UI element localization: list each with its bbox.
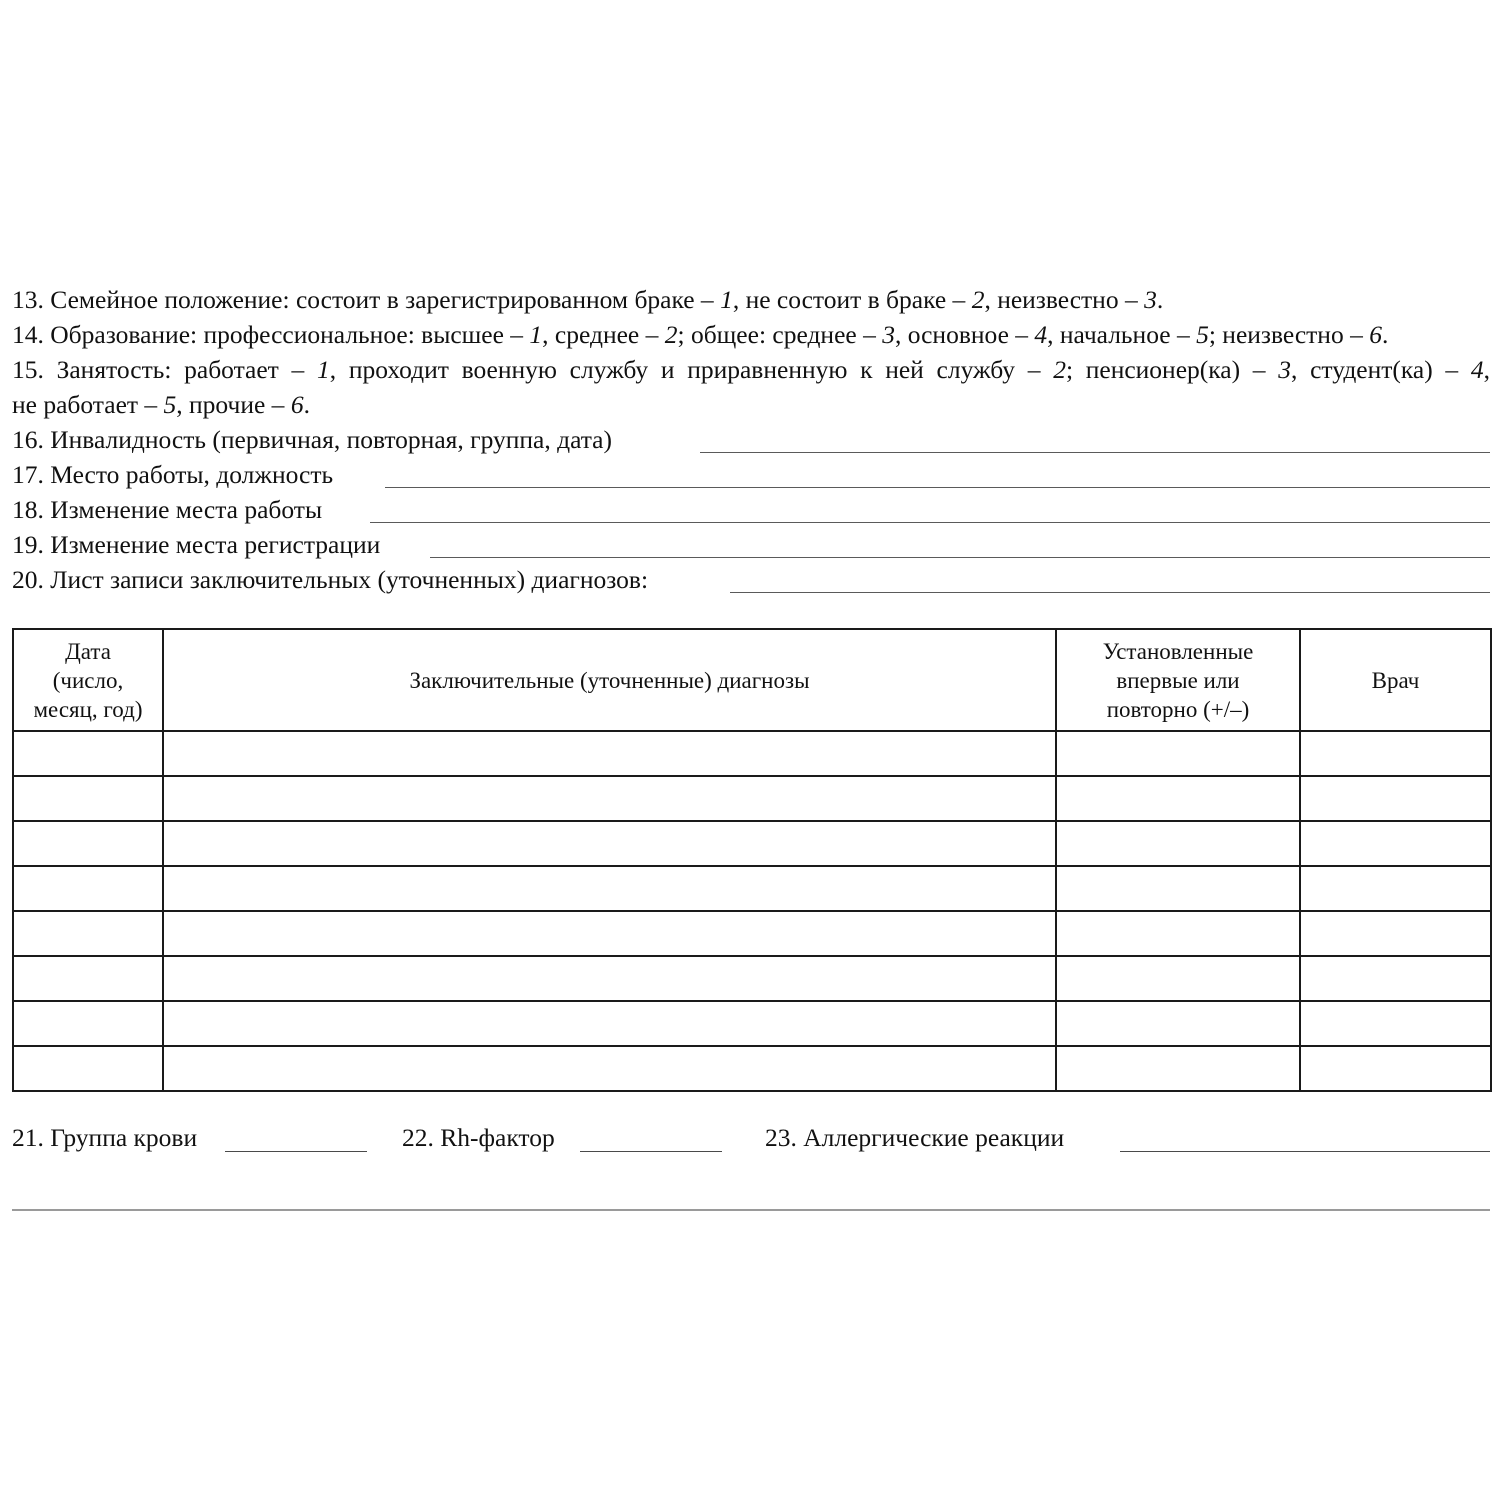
form-item-20 bbox=[12, 562, 1490, 597]
form-item-15-line-1 bbox=[12, 352, 1490, 387]
item-15-option-6: 6 bbox=[290, 390, 304, 419]
item-19-label: Изменение места регистрации bbox=[50, 530, 381, 559]
table-cell-doctor[interactable] bbox=[1300, 821, 1491, 866]
diagnoses-table-body bbox=[13, 731, 1491, 1091]
item-15-line2-text: не работает – bbox=[12, 390, 164, 419]
item-14-option-4: 4 bbox=[1034, 320, 1048, 349]
item-14-mid-3: , основное – bbox=[894, 320, 1035, 349]
item-23-fill-line[interactable] bbox=[1120, 1151, 1490, 1152]
table-cell-date[interactable] bbox=[13, 1001, 163, 1046]
item-13-option-1: 1 bbox=[720, 285, 733, 314]
page-bottom-rule bbox=[12, 1209, 1490, 1211]
table-header-row bbox=[13, 629, 1491, 731]
column-header-date-line-2: (число, bbox=[52, 667, 124, 693]
table-cell-doctor[interactable] bbox=[1300, 731, 1491, 776]
item-15-end: . bbox=[303, 390, 310, 419]
item-13-end: . bbox=[1156, 285, 1164, 314]
table-cell-established[interactable] bbox=[1056, 1046, 1300, 1091]
table-cell-diagnoses[interactable] bbox=[163, 911, 1056, 956]
item-15-mid-2: ; пенсионер(ка) – bbox=[1065, 355, 1279, 384]
table-cell-diagnoses[interactable] bbox=[163, 1046, 1056, 1091]
table-cell-date[interactable] bbox=[13, 866, 163, 911]
table-row bbox=[13, 1001, 1491, 1046]
item-15-mid-1: , проходит военную службу и приравненную к ней службу – bbox=[329, 355, 1054, 384]
column-header-established-line-3: повторно (+/–) bbox=[1106, 696, 1250, 722]
item-17-fill-line[interactable] bbox=[385, 487, 1490, 488]
item-16-number: 16. bbox=[12, 425, 44, 454]
table-cell-established[interactable] bbox=[1056, 866, 1300, 911]
item-13-mid-1: , не состоит в браке – bbox=[732, 285, 972, 314]
item-15-text: Занятость: работает – bbox=[56, 355, 317, 384]
item-14-mid-2: ; общее: среднее – bbox=[677, 320, 883, 349]
table-cell-date[interactable] bbox=[13, 956, 163, 1001]
item-17-number: 17. bbox=[12, 460, 44, 489]
item-14-option-3: 3 bbox=[882, 320, 895, 349]
item-15-option-5: 5 bbox=[163, 390, 177, 419]
item-21-fill-line[interactable] bbox=[225, 1151, 367, 1152]
item-16-label: Инвалидность (первичная, повторная, группа, дата) bbox=[50, 425, 612, 454]
item-15-option-2: 2 bbox=[1053, 355, 1066, 384]
table-cell-date[interactable] bbox=[13, 731, 163, 776]
table-cell-established[interactable] bbox=[1056, 1001, 1300, 1046]
table-cell-diagnoses[interactable] bbox=[163, 821, 1056, 866]
item-17-label: Место работы, должность bbox=[50, 460, 334, 489]
item-19-fill-line[interactable] bbox=[430, 557, 1490, 558]
item-22-number: 22. bbox=[402, 1123, 434, 1152]
item-13-option-3: 3 bbox=[1144, 285, 1157, 314]
form-item-13 bbox=[12, 282, 1490, 317]
column-header-established-line-2: впервые или bbox=[1116, 667, 1240, 693]
table-cell-date[interactable] bbox=[13, 821, 163, 866]
item-14-option-1: 1 bbox=[529, 320, 543, 349]
column-header-established-line-1: Установленные bbox=[1102, 638, 1254, 664]
diagnoses-table-wrapper bbox=[12, 628, 1490, 1092]
item-15-option-4: 4 bbox=[1470, 355, 1484, 384]
item-14-option-6: 6 bbox=[1369, 320, 1382, 349]
table-cell-established[interactable] bbox=[1056, 821, 1300, 866]
table-cell-doctor[interactable] bbox=[1300, 1046, 1491, 1091]
item-23-label: Аллергические реакции bbox=[803, 1123, 1065, 1152]
column-header-date-line-1: Дата bbox=[65, 638, 111, 664]
table-cell-date[interactable] bbox=[13, 911, 163, 956]
item-22-label: Rh-фактор bbox=[440, 1123, 555, 1152]
table-cell-established[interactable] bbox=[1056, 776, 1300, 821]
item-18-number: 18. bbox=[12, 495, 44, 524]
item-13-mid-2: , неизвестно – bbox=[984, 285, 1145, 314]
form-item-16 bbox=[12, 422, 1490, 457]
item-13-option-2: 2 bbox=[971, 285, 985, 314]
item-15-mid-5: , прочие – bbox=[176, 390, 291, 419]
item-15-option-1: 1 bbox=[317, 355, 330, 384]
item-14-number: 14. bbox=[12, 320, 44, 349]
table-cell-date[interactable] bbox=[13, 1046, 163, 1091]
table-row bbox=[13, 821, 1491, 866]
item-14-mid-5: ; неизвестно – bbox=[1208, 320, 1370, 349]
item-14-mid-1: , среднее – bbox=[542, 320, 665, 349]
item-20-number: 20. bbox=[12, 565, 44, 594]
diagnoses-table-head bbox=[13, 629, 1491, 731]
item-14-text: Образование: профессиональное: высшее – bbox=[50, 320, 530, 349]
column-header-established bbox=[1056, 629, 1300, 731]
form-item-19 bbox=[12, 527, 1490, 562]
item-15-mid-3: , студент(ка) – bbox=[1290, 355, 1471, 384]
form-items-block bbox=[12, 282, 1490, 597]
table-row bbox=[13, 866, 1491, 911]
form-item-14 bbox=[12, 317, 1490, 352]
table-cell-diagnoses[interactable] bbox=[163, 1001, 1056, 1046]
item-21-label: Группа крови bbox=[50, 1123, 198, 1152]
table-row bbox=[13, 1046, 1491, 1091]
item-14-option-5: 5 bbox=[1196, 320, 1209, 349]
item-20-fill-line[interactable] bbox=[730, 592, 1490, 593]
table-cell-doctor[interactable] bbox=[1300, 911, 1491, 956]
table-cell-doctor[interactable] bbox=[1300, 776, 1491, 821]
table-cell-established[interactable] bbox=[1056, 911, 1300, 956]
form-item-17 bbox=[12, 457, 1490, 492]
form-item-22 bbox=[402, 1120, 555, 1155]
bottom-fields-row bbox=[12, 1120, 1490, 1160]
table-cell-doctor[interactable] bbox=[1300, 956, 1491, 1001]
item-15-number: 15. bbox=[12, 355, 44, 384]
column-header-date-line-3: месяц, год) bbox=[33, 696, 143, 722]
form-item-23 bbox=[765, 1120, 1064, 1155]
item-21-number: 21. bbox=[12, 1123, 44, 1152]
item-20-label: Лист записи заключительных (уточненных) диагнозов: bbox=[50, 565, 649, 594]
item-13-text: Семейное положение: состоит в зарегистрированном браке – bbox=[50, 285, 721, 314]
table-cell-doctor[interactable] bbox=[1300, 866, 1491, 911]
form-item-18 bbox=[12, 492, 1490, 527]
item-16-fill-line[interactable] bbox=[700, 452, 1490, 453]
item-15-option-3: 3 bbox=[1278, 355, 1291, 384]
table-cell-diagnoses[interactable] bbox=[163, 731, 1056, 776]
item-18-label: Изменение места работы bbox=[50, 495, 323, 524]
table-cell-date[interactable] bbox=[13, 776, 163, 821]
item-18-fill-line[interactable] bbox=[370, 522, 1490, 523]
column-header-doctor: Врач bbox=[1300, 629, 1491, 731]
item-15-mid-4: , bbox=[1483, 355, 1491, 384]
item-22-fill-line[interactable] bbox=[580, 1151, 722, 1152]
table-row bbox=[13, 911, 1491, 956]
item-14-mid-4: , начальное – bbox=[1047, 320, 1197, 349]
table-row bbox=[13, 776, 1491, 821]
item-19-number: 19. bbox=[12, 530, 44, 559]
item-13-number: 13. bbox=[12, 285, 44, 314]
table-cell-established[interactable] bbox=[1056, 956, 1300, 1001]
form-item-15-line-2 bbox=[12, 387, 1490, 422]
table-row bbox=[13, 956, 1491, 1001]
item-14-end: . bbox=[1381, 320, 1389, 349]
diagnoses-table bbox=[12, 628, 1492, 1092]
table-cell-established[interactable] bbox=[1056, 731, 1300, 776]
table-cell-doctor[interactable] bbox=[1300, 1001, 1491, 1046]
column-header-date bbox=[13, 629, 163, 731]
table-cell-diagnoses[interactable] bbox=[163, 956, 1056, 1001]
item-14-option-2: 2 bbox=[664, 320, 678, 349]
column-header-diagnoses: Заключительные (уточненные) диагнозы bbox=[163, 629, 1056, 731]
table-cell-diagnoses[interactable] bbox=[163, 866, 1056, 911]
table-row bbox=[13, 731, 1491, 776]
table-cell-diagnoses[interactable] bbox=[163, 776, 1056, 821]
item-23-number: 23. bbox=[765, 1123, 797, 1152]
form-item-21 bbox=[12, 1120, 197, 1155]
